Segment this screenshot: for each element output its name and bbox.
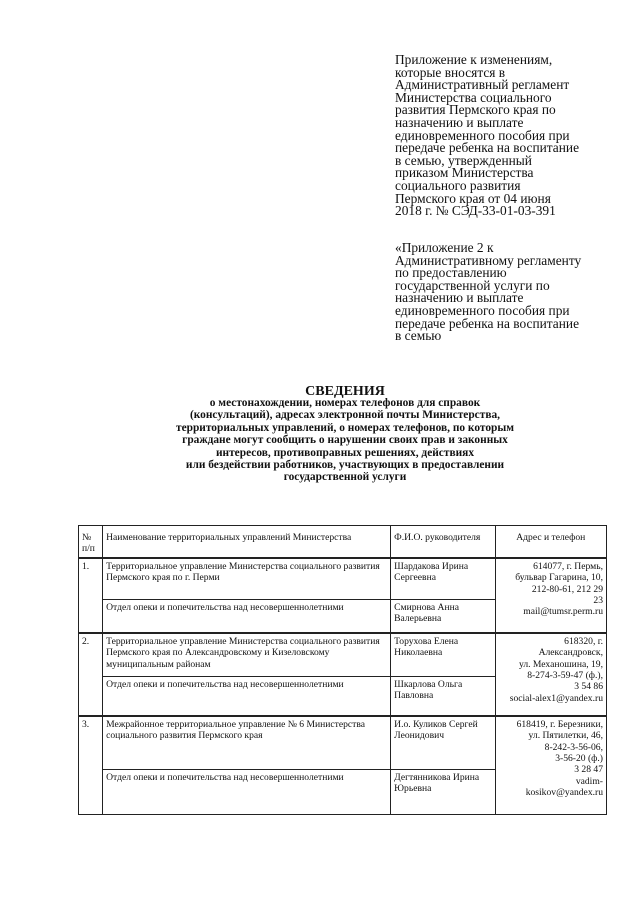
annex-line: 2018 г. № СЭД-33-01-03-391 — [395, 203, 556, 219]
guardian-dept: Отдел опеки и попечительства над несовершеннолетними — [103, 599, 391, 633]
table-row — [79, 716, 607, 770]
annex-change-note — [395, 54, 620, 218]
address-line: vadim- — [575, 775, 603, 787]
annex-line: единовременного пособия при — [395, 302, 570, 318]
guardian-head: Шкарлова Ольга Павловна — [391, 676, 495, 716]
guardian-dept: Отдел опеки и попечительства над несовершеннолетними — [103, 676, 391, 716]
address-line: 3 54 86 — [574, 681, 603, 693]
annex-line: Приложение к изменениям, — [395, 52, 553, 67]
document-subtitle — [100, 397, 590, 484]
guardian-dept: Отдел опеки и попечительства над несовершеннолетними — [103, 769, 391, 814]
subtitle-line: интересов, противоправных решениях, действиях — [215, 446, 475, 459]
address-line: 212-80-61, 212 29 — [531, 583, 603, 595]
office-address — [495, 716, 606, 815]
office-name: Межрайонное территориальное управление № 6 Министерства социального развития Пермского края — [103, 716, 391, 770]
header-num: № п/п — [79, 526, 103, 558]
address-line: social-alex1@yandex.ru — [509, 692, 603, 704]
address-line: 3 28 47 — [574, 764, 603, 776]
annex-line: в семью, утвержденный — [395, 152, 532, 168]
annex-line: социального развития — [395, 177, 521, 193]
subtitle-line: (консультаций), адресах электронной почты Министерства, — [189, 409, 501, 422]
annex-line: «Приложение 2 к — [395, 240, 494, 255]
offices-table — [78, 525, 607, 815]
address-line: 23 — [593, 595, 603, 607]
annex-line: передаче ребенка на воспитание — [395, 140, 580, 156]
address-line: бульвар Гагарина, 10, — [515, 572, 603, 584]
subtitle-line: территориальных управлений, о номерах телефонов, по которым — [175, 421, 515, 434]
header-address: Адрес и телефон — [495, 526, 606, 558]
address-line: mail@tumsr.perm.ru — [523, 606, 603, 618]
subtitle-line: государственной услуги — [283, 471, 407, 484]
subtitle-line: или бездействии работников, участвующих в предоставлении — [185, 459, 505, 472]
header-name: Наименование территориальных управлений Министерства — [103, 526, 391, 558]
office-head: Шардакова Ирина Сергеевна — [391, 558, 495, 600]
guardian-head: Дегтянникова Ирина Юрьевна — [391, 769, 495, 814]
address-line: 8-242-3-56-06, — [544, 741, 603, 753]
row-num: 1. — [79, 558, 103, 633]
address-line: 614077, г. Пермь, — [533, 560, 603, 572]
address-line: 618419, г. Березники, — [516, 718, 603, 730]
annex-line: единовременного пособия при — [395, 127, 570, 143]
annex-line: назначению и выплате — [395, 114, 524, 130]
annex-line: которые вносятся в — [395, 64, 506, 80]
table-row — [79, 558, 607, 600]
address-line: 618320, г. — [564, 635, 603, 647]
header-head: Ф.И.О. руководителя — [391, 526, 495, 558]
annex-line: приказом Министерства — [395, 165, 534, 181]
office-head: Торухова Елена Николаевна — [391, 633, 495, 677]
office-name: Территориальное управление Министерства социального развития Пермского края по г. Перми — [103, 558, 391, 600]
annex-2-note — [395, 242, 620, 343]
address-line: ул. Пятилетки, 46, — [528, 730, 603, 742]
row-num: 3. — [79, 716, 103, 815]
annex-line: Министерства социального — [395, 89, 552, 105]
annex-line: передаче ребенка на воспитание — [395, 315, 580, 331]
address-line: 8-274-3-59-47 (ф.), — [527, 670, 603, 682]
document-title: СВЕДЕНИЯ — [305, 384, 385, 399]
annex-line: Административному регламенту — [395, 252, 582, 268]
office-address — [495, 633, 606, 716]
annex-line: Административный регламент — [395, 77, 570, 93]
office-name: Территориальное управление Министерства социального развития Пермского края по Александровскому и Кизеловскому муниципальным районам — [103, 633, 391, 677]
address-line: kosikov@yandex.ru — [525, 787, 603, 799]
annex-line: развития Пермского края по — [395, 102, 556, 118]
annex-line: государственной услуги по — [395, 277, 550, 293]
address-line: Александровск, — [538, 647, 603, 659]
office-head: И.о. Куликов Сергей Леонидович — [391, 716, 495, 770]
subtitle-line: граждане могут сообщить о нарушении своих прав и законных — [182, 434, 508, 447]
address-line: ул. Механошина, 19, — [518, 658, 603, 670]
subtitle-line: о местонахождении, номерах телефонов для справок — [209, 397, 481, 409]
address-line: 3-56-20 (ф.) — [555, 753, 603, 765]
table-row — [79, 633, 607, 677]
annex-line: в семью — [395, 328, 442, 344]
annex-line: по предоставлению — [395, 265, 507, 281]
table-header-row — [79, 526, 607, 558]
row-num: 2. — [79, 633, 103, 716]
annex-line: Пермского края от 04 июня — [395, 190, 551, 206]
annex-line: назначению и выплате — [395, 290, 524, 306]
office-address — [495, 558, 606, 633]
guardian-head: Смирнова Анна Валерьевна — [391, 599, 495, 633]
